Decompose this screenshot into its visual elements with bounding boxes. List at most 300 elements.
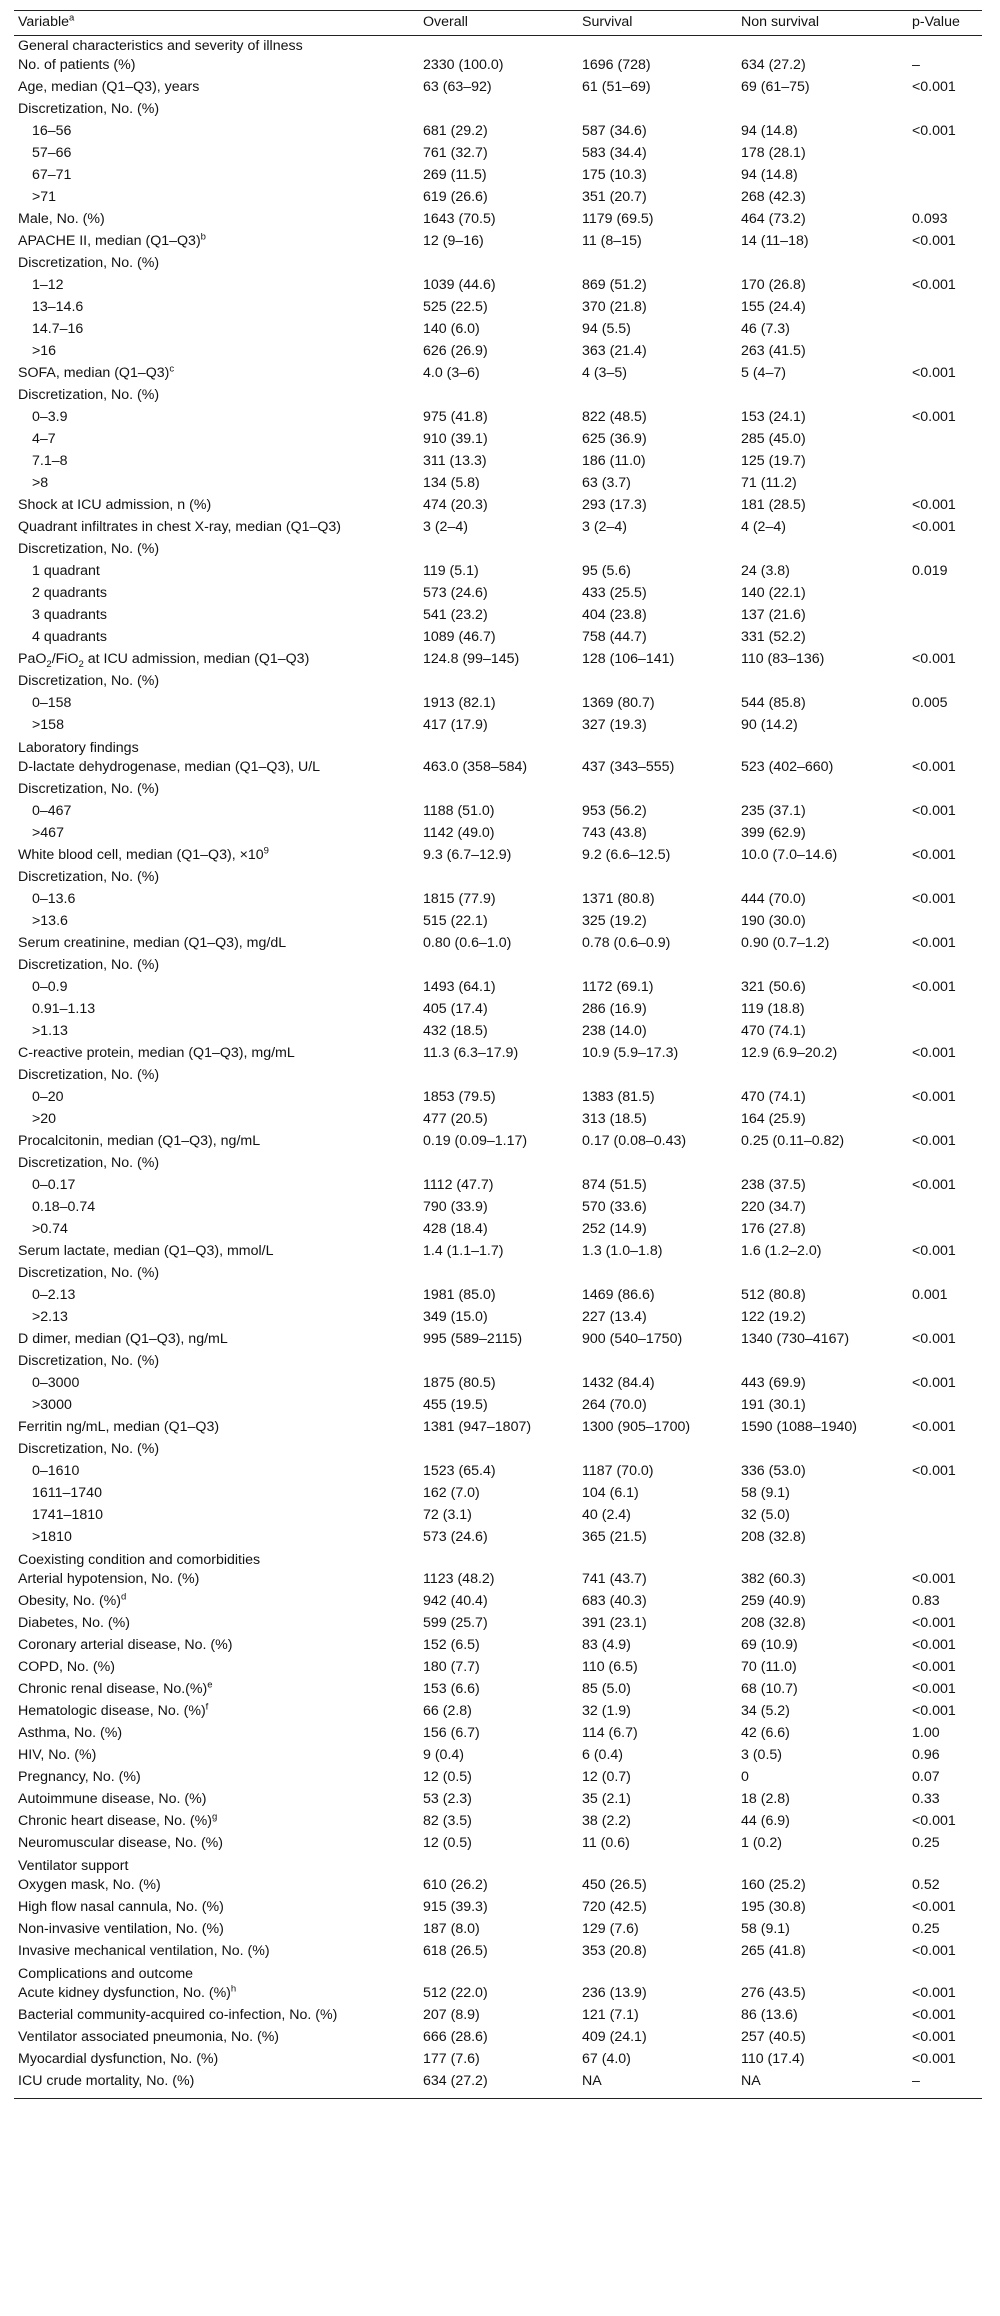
non-survival-cell: 235 (37.1) [741,803,806,819]
overall-cell: 1039 (44.6) [423,277,496,293]
variable-label: D dimer, median (Q1–Q3), ng/mL [18,1331,228,1347]
survival-cell: 0.17 (0.08–0.43) [582,1133,687,1149]
variable-cell [14,1198,419,1220]
footnote-marker: e [207,1679,213,1691]
overall-cell: 1875 (80.5) [423,1375,496,1391]
p-value-cell [908,1506,982,1528]
variable-cell [14,78,419,100]
p-value-cell: 0.52 [912,1877,940,1893]
col-header-p-value: p-Value [908,11,982,36]
overall-cell: 915 (39.3) [423,1899,488,1915]
variable-cell [14,978,419,1000]
overall-cell: 2330 (100.0) [423,57,504,73]
non-survival-cell: 1590 (1088–1940) [741,1419,857,1435]
non-survival-cell: 1340 (730–4167) [741,1331,850,1347]
overall-cell: 162 (7.0) [423,1485,480,1501]
survival-cell: 391 (23.1) [582,1615,647,1631]
table-row [14,298,982,320]
variable-cell [14,1528,419,1550]
survival-cell: 264 (70.0) [582,1397,647,1413]
survival-cell [578,100,737,122]
variable-label: >2.13 [32,1309,68,1325]
non-survival-cell: 153 (24.1) [741,409,806,425]
p-value-cell: <0.001 [912,1089,956,1105]
variable-label: 2 quadrants [32,585,107,601]
non-survival-cell: 259 (40.9) [741,1593,806,1609]
survival-cell: 1187 (70.0) [582,1463,654,1479]
table-row [14,868,982,890]
p-value-cell: <0.001 [912,123,956,139]
survival-cell [578,1154,737,1176]
p-value-cell [908,1066,982,1088]
variable-label: 67–71 [32,167,72,183]
p-value-cell: <0.001 [912,2051,956,2067]
variable-label: 0–0.9 [32,979,68,995]
p-value-cell [908,144,982,166]
overall-cell: 626 (26.9) [423,343,488,359]
table-body [14,36,982,2099]
table-row [14,1746,982,1768]
p-value-cell: <0.001 [912,2029,956,2045]
overall-cell: 82 (3.5) [423,1813,472,1829]
footnote-marker: a [69,12,75,24]
table-row [14,2028,982,2050]
survival-cell: 1371 (80.8) [582,891,655,907]
variable-label: >20 [32,1111,57,1127]
overall-cell: 541 (23.2) [423,607,488,623]
survival-cell [578,868,737,890]
p-value-cell [908,1110,982,1132]
non-survival-cell: 181 (28.5) [741,497,806,513]
table-row [14,1242,982,1264]
non-survival-cell: 0 [741,1769,749,1785]
survival-cell: 4 (3–5) [582,365,627,381]
variable-cell [14,802,419,824]
overall-cell [419,1264,578,1286]
survival-cell: 437 (343–555) [582,759,675,775]
table-row [14,122,982,144]
survival-cell: 186 (11.0) [582,453,646,469]
non-survival-cell: 220 (34.7) [741,1199,806,1215]
variable-label: 4–7 [32,431,56,447]
p-value-cell: <0.001 [912,519,956,535]
survival-cell: 11 (8–15) [582,233,642,249]
variable-cell [14,430,419,452]
variable-cell [14,694,419,716]
non-survival-cell: 68 (10.7) [741,1681,798,1697]
overall-cell: 152 (6.5) [423,1637,480,1653]
table-row [14,1088,982,1110]
survival-cell: 12 (0.7) [582,1769,631,1785]
variable-label: Male, No. (%) [18,211,105,227]
survival-cell: 236 (13.9) [582,1985,647,2001]
non-survival-cell [737,868,908,890]
survival-cell: 450 (26.5) [582,1877,647,1893]
variable-label: Neuromuscular disease, No. (%) [18,1835,224,1851]
table-row [14,254,982,276]
footnote-marker: f [205,1701,209,1713]
non-survival-cell: 42 (6.6) [741,1725,790,1741]
variable-label: Discretization, No. (%) [18,781,160,797]
variable-label: >158 [32,717,64,733]
table-row [14,978,982,1000]
p-value-cell [908,1528,982,1550]
variable-cell [14,298,419,320]
overall-cell: 995 (589–2115) [423,1331,523,1347]
table-row [14,144,982,166]
non-survival-cell [737,254,908,276]
table-row [14,1418,982,1440]
non-survival-cell: 34 (5.2) [741,1703,790,1719]
non-survival-cell: 276 (43.5) [741,1985,806,2001]
non-survival-cell: 1.6 (1.2–2.0) [741,1243,822,1259]
p-value-cell: 0.33 [912,1791,940,1807]
survival-cell: 1469 (86.6) [582,1287,655,1303]
survival-cell: 353 (20.8) [582,1943,647,1959]
overall-cell: 463.0 (358–584) [423,759,528,775]
overall-cell: 1123 (48.2) [423,1571,495,1587]
col-header-overall: Overall [419,11,578,36]
non-survival-cell: NA [737,2072,908,2099]
survival-cell: 1179 (69.5) [582,211,654,227]
variable-cell [14,342,419,364]
survival-cell [578,540,737,562]
variable-cell [14,1418,419,1440]
survival-cell [578,956,737,978]
p-value-cell [908,716,982,738]
col-header-survival: Survival [578,11,737,36]
overall-cell: 12 (0.5) [423,1835,472,1851]
table-row [14,1636,982,1658]
section-title: Laboratory findings [18,740,139,756]
table-row [14,1812,982,1834]
p-value-cell: <0.001 [912,1703,956,1719]
non-survival-cell: 470 (74.1) [741,1089,806,1105]
survival-cell: 252 (14.9) [582,1221,647,1237]
overall-cell: 119 (5.1) [423,563,479,579]
non-survival-cell: 94 (14.8) [741,167,798,183]
survival-cell: 35 (2.1) [582,1791,631,1807]
table-row [14,430,982,452]
non-survival-cell: 170 (26.8) [741,277,806,293]
variable-label: >0.74 [32,1221,68,1237]
variable-cell [14,1154,419,1176]
overall-cell: 432 (18.5) [423,1023,488,1039]
p-value-cell [908,1440,982,1462]
variable-label: >1.13 [32,1023,68,1039]
variable-label: Discretization, No. (%) [18,541,160,557]
survival-cell: 433 (25.5) [582,585,647,601]
variable-label: Ferritin ng/mL, median (Q1–Q3) [18,1419,220,1435]
survival-cell: 38 (2.2) [582,1813,631,1829]
p-value-cell: 0.96 [912,1747,940,1763]
variable-label: High flow nasal cannula, No. (%) [18,1899,224,1915]
overall-cell: 311 (13.3) [423,453,487,469]
variable-cell [14,1506,419,1528]
non-survival-cell: 399 (62.9) [741,825,806,841]
footnote-marker: 9 [263,845,269,857]
p-value-cell: <0.001 [912,803,956,819]
variable-label: >3000 [32,1397,72,1413]
header-row [14,11,982,36]
table-row [14,78,982,100]
table-row [14,1834,982,1856]
table-row [14,1614,982,1636]
p-value-cell: 0.07 [912,1769,940,1785]
non-survival-cell: 69 (10.9) [741,1637,798,1653]
non-survival-cell: 18 (2.8) [741,1791,790,1807]
table-row [14,672,982,694]
table-row [14,1528,982,1550]
table-row [14,694,982,716]
variable-label: 1741–1810 [32,1507,104,1523]
p-value-cell [908,868,982,890]
p-value-cell [908,1352,982,1374]
non-survival-cell: 125 (19.7) [741,453,806,469]
variable-label: 0–1610 [32,1463,80,1479]
variable-cell [14,276,419,298]
overall-cell [419,956,578,978]
non-survival-cell: 265 (41.8) [741,1943,806,1959]
survival-cell: 94 (5.5) [582,321,631,337]
overall-cell: 134 (5.8) [423,475,480,491]
variable-cell [14,1834,419,1856]
overall-cell: 1853 (79.5) [423,1089,496,1105]
variable-label: >16 [32,343,57,359]
variable-cell [14,934,419,956]
non-survival-cell: 268 (42.3) [741,189,806,205]
non-survival-cell [737,386,908,408]
survival-cell: 1696 (728) [582,57,651,73]
overall-cell [419,1154,578,1176]
non-survival-cell [737,780,908,802]
survival-cell: 370 (21.8) [582,299,647,315]
survival-cell: 743 (43.8) [582,825,647,841]
survival-cell: 9.2 (6.6–12.5) [582,847,671,863]
table-row [14,1330,982,1352]
footnote-marker: g [211,1811,218,1823]
variable-cell [14,1898,419,1920]
non-survival-cell: 544 (85.8) [741,695,806,711]
overall-cell: 428 (18.4) [423,1221,488,1237]
variable-cell [14,56,419,78]
p-value-cell [908,320,982,342]
non-survival-cell: 444 (70.0) [741,891,806,907]
variable-cell [14,1680,419,1702]
survival-cell: 351 (20.7) [582,189,647,205]
variable-label: Pregnancy, No. (%) [18,1769,141,1785]
non-survival-cell [737,956,908,978]
table-row [14,1790,982,1812]
overall-cell: 12 (0.5) [423,1769,472,1785]
variable-label: Discretization, No. (%) [18,673,160,689]
variable-cell [14,584,419,606]
table-row [14,408,982,430]
table-row [14,1198,982,1220]
table-row [14,1374,982,1396]
variable-cell [14,452,419,474]
table-row [14,342,982,364]
p-value-cell [908,1154,982,1176]
non-survival-cell: 12.9 (6.9–20.2) [741,1045,838,1061]
variable-label: >13.6 [32,913,68,929]
variable-cell [14,496,419,518]
variable-cell [14,1110,419,1132]
variable-label: 0–467 [32,803,72,819]
table-row [14,824,982,846]
overall-cell [419,540,578,562]
variable-label: ICU crude mortality, No. (%) [18,2073,195,2089]
variable-label: Discretization, No. (%) [18,1441,160,1457]
table-row [14,846,982,868]
survival-cell: 1432 (84.4) [582,1375,655,1391]
table-row [14,188,982,210]
p-value-cell [908,188,982,210]
variable-cell [14,1220,419,1242]
variable-label: White blood cell, median (Q1–Q3), ×10 [18,847,264,863]
survival-cell: 95 (5.6) [582,563,631,579]
variable-label: >1810 [32,1529,72,1545]
footnote-marker: d [121,1591,127,1603]
variable-label: No. of patients (%) [18,57,136,73]
variable-label: Discretization, No. (%) [18,1353,160,1369]
overall-cell [419,780,578,802]
variable-cell [14,1044,419,1066]
survival-cell: 129 (7.6) [582,1921,639,1937]
table-row [14,1702,982,1724]
variable-label: Serum lactate, median (Q1–Q3), mmol/L [18,1243,274,1259]
overall-cell: 153 (6.6) [423,1681,480,1697]
overall-cell [419,100,578,122]
table-row [14,1768,982,1790]
variable-cell [14,1286,419,1308]
variable-cell [14,1330,419,1352]
p-value-cell: <0.001 [912,1045,956,1061]
variable-label: 0–2.13 [32,1287,76,1303]
footnote-marker: c [169,363,175,375]
p-value-cell [908,1198,982,1220]
subscript: 2 [46,658,52,670]
variable-label: Quadrant infiltrates in chest X-ray, median (Q1–Q3) [18,519,342,535]
table-row [14,1066,982,1088]
variable-cell [14,2028,419,2050]
table-row [14,276,982,298]
overall-cell: 1142 (49.0) [423,825,495,841]
p-value-cell: <0.001 [912,1985,956,2001]
overall-cell: 53 (2.3) [423,1791,472,1807]
variable-cell [14,1176,419,1198]
survival-cell: 583 (34.4) [582,145,647,161]
table-row [14,1484,982,1506]
variable-label: Invasive mechanical ventilation, No. (%) [18,1943,270,1959]
p-value-cell [908,1484,982,1506]
p-value-cell [908,298,982,320]
table-row [14,1132,982,1154]
overall-cell: 124.8 (99–145) [423,651,520,667]
non-survival-cell: 58 (9.1) [741,1921,790,1937]
non-survival-cell: 70 (11.0) [741,1659,797,1675]
table-row [14,1984,982,2006]
variable-label: Discretization, No. (%) [18,869,160,885]
overall-cell: 790 (33.9) [423,1199,488,1215]
variable-label: Autoimmune disease, No. (%) [18,1791,207,1807]
p-value-cell [908,584,982,606]
table-row [14,1286,982,1308]
variable-label: Arterial hypotension, No. (%) [18,1571,200,1587]
p-value-cell: <0.001 [912,1681,956,1697]
variable-label: 0.18–0.74 [32,1199,96,1215]
table-row [14,584,982,606]
overall-cell: 474 (20.3) [423,497,488,513]
overall-cell: 1112 (47.7) [423,1177,494,1193]
non-survival-cell: 336 (53.0) [741,1463,806,1479]
p-value-cell [908,452,982,474]
non-survival-cell: 382 (60.3) [741,1571,806,1587]
survival-cell: 587 (34.6) [582,123,647,139]
survival-cell [578,1066,737,1088]
non-survival-cell: 122 (19.2) [741,1309,806,1325]
table-row [14,2050,982,2072]
table-row [14,166,982,188]
table-row [14,1898,982,1920]
table-row [14,1154,982,1176]
variable-label: 0–3.9 [32,409,68,425]
survival-cell: 1369 (80.7) [582,695,655,711]
non-survival-cell: 238 (37.5) [741,1177,806,1193]
table-row [14,650,982,672]
p-value-cell: <0.001 [912,79,956,95]
p-value-cell [908,430,982,452]
table-row [14,210,982,232]
overall-cell: 942 (40.4) [423,1593,488,1609]
non-survival-cell [737,1352,908,1374]
table-row [14,956,982,978]
p-value-cell: – [912,57,920,73]
overall-cell: 66 (2.8) [423,1703,472,1719]
non-survival-cell [737,672,908,694]
variable-label: 4 quadrants [32,629,107,645]
overall-cell: 1493 (64.1) [423,979,496,995]
non-survival-cell: 5 (4–7) [741,365,786,381]
overall-cell: 599 (25.7) [423,1615,488,1631]
variable-cell [14,1768,419,1790]
variable-cell [14,122,419,144]
p-value-cell [908,342,982,364]
p-value-cell [908,386,982,408]
survival-cell: NA [578,2072,737,2099]
section-title: Complications and outcome [18,1966,194,1982]
non-survival-cell: 4 (2–4) [741,519,786,535]
variable-cell [14,1942,419,1964]
variable-cell [14,780,419,802]
survival-cell [578,386,737,408]
overall-cell [419,868,578,890]
overall-cell: 0.80 (0.6–1.0) [423,935,512,951]
variable-cell [14,1088,419,1110]
variable-cell [14,1132,419,1154]
variable-label: SOFA, median (Q1–Q3) [18,365,170,381]
variable-cell [14,1984,419,2006]
table-row [14,912,982,934]
table-row [14,1592,982,1614]
p-value-cell: <0.001 [912,651,956,667]
variable-cell [14,2072,419,2099]
overall-cell [419,672,578,694]
p-value-cell: <0.001 [912,935,956,951]
table-row [14,100,982,122]
variable-cell [14,1396,419,1418]
variable-label: 0–13.6 [32,891,76,907]
